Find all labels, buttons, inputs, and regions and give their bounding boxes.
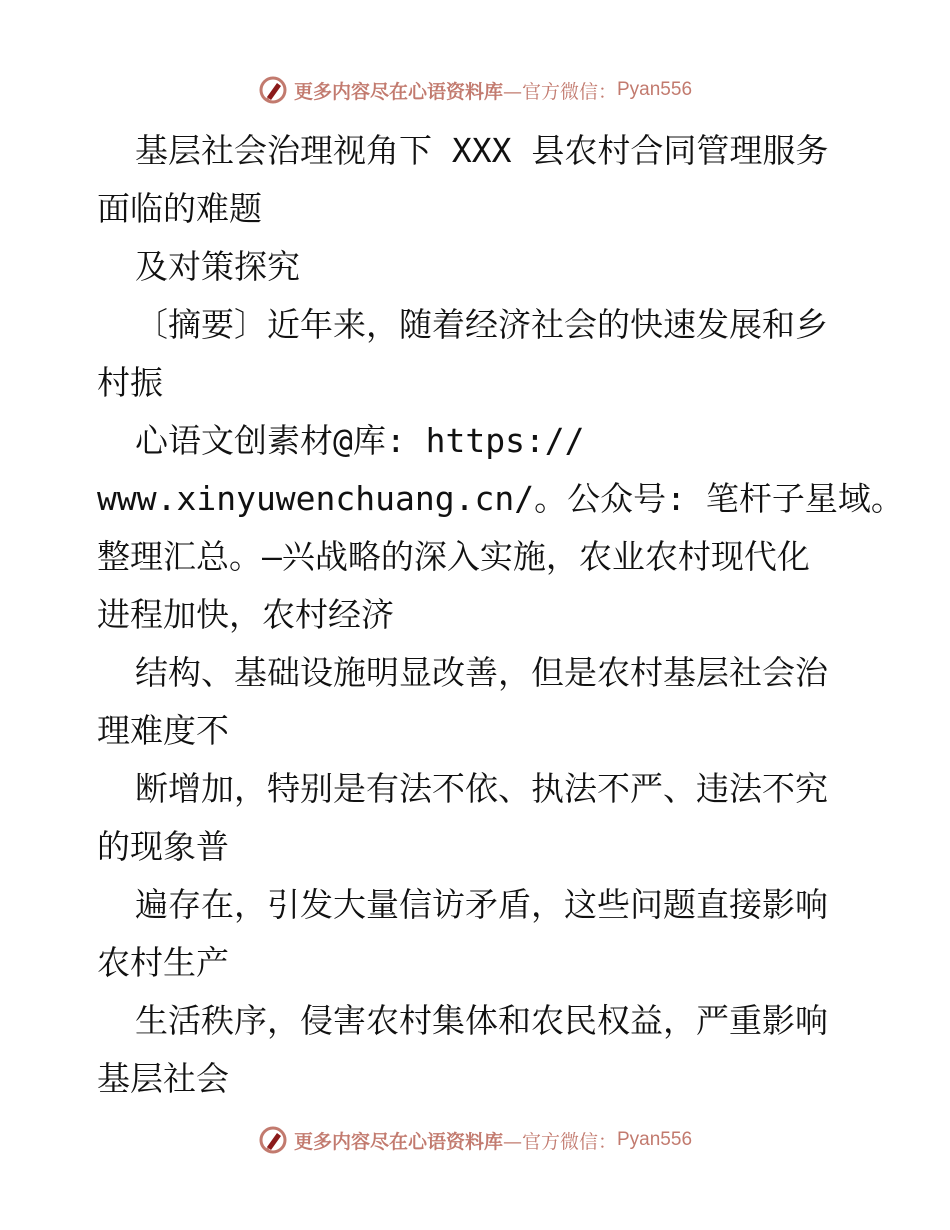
header-wechat-label: —官方微信： — [502, 80, 617, 103]
document-body — [97, 122, 904, 1108]
text-line: 心语文创素材@库: https:// — [135, 421, 585, 460]
footer-wechat-id: Pyan556 — [617, 1129, 693, 1150]
text-line: 整理汇总。—兴战略的深入实施，农业农村现代化 — [97, 537, 810, 576]
text-line: 理难度不 — [97, 711, 229, 750]
text-line: 村振 — [97, 363, 163, 402]
text-line: 〔摘要〕近年来，随着经济社会的快速发展和乡 — [135, 305, 828, 344]
header-banner-text: 更多内容尽在心语资料库 — [293, 80, 503, 103]
footer-wechat-label: —官方微信： — [502, 1130, 617, 1153]
text-line: 进程加快，农村经济 — [97, 595, 394, 634]
text-line: 及对策探究 — [135, 247, 300, 286]
text-line: www.xinyuwenchuang.cn/。公众号: 笔杆子星域。 — [97, 479, 904, 518]
text-line: 结构、基础设施明显改善，但是农村基层社会治 — [135, 653, 828, 692]
pen-logo-icon — [258, 1125, 288, 1155]
header-wechat-id: Pyan556 — [617, 79, 693, 100]
text-line: 断增加，特别是有法不依、执法不严、违法不究 — [135, 769, 828, 808]
text-line: 基层社会治理视角下 XXX 县农村合同管理服务 — [135, 131, 829, 170]
text-line: 基层社会 — [97, 1059, 229, 1098]
footer-watermark-banner — [0, 1120, 950, 1160]
text-line: 农村生产 — [97, 943, 229, 982]
pen-logo-icon — [258, 75, 288, 105]
text-line: 的现象普 — [97, 827, 229, 866]
footer-banner-text: 更多内容尽在心语资料库 — [293, 1130, 503, 1153]
text-line: 面临的难题 — [97, 189, 262, 228]
text-line: 遍存在，引发大量信访矛盾，这些问题直接影响 — [135, 885, 828, 924]
header-watermark-banner — [0, 70, 950, 110]
text-line: 生活秩序，侵害农村集体和农民权益，严重影响 — [135, 1001, 828, 1040]
